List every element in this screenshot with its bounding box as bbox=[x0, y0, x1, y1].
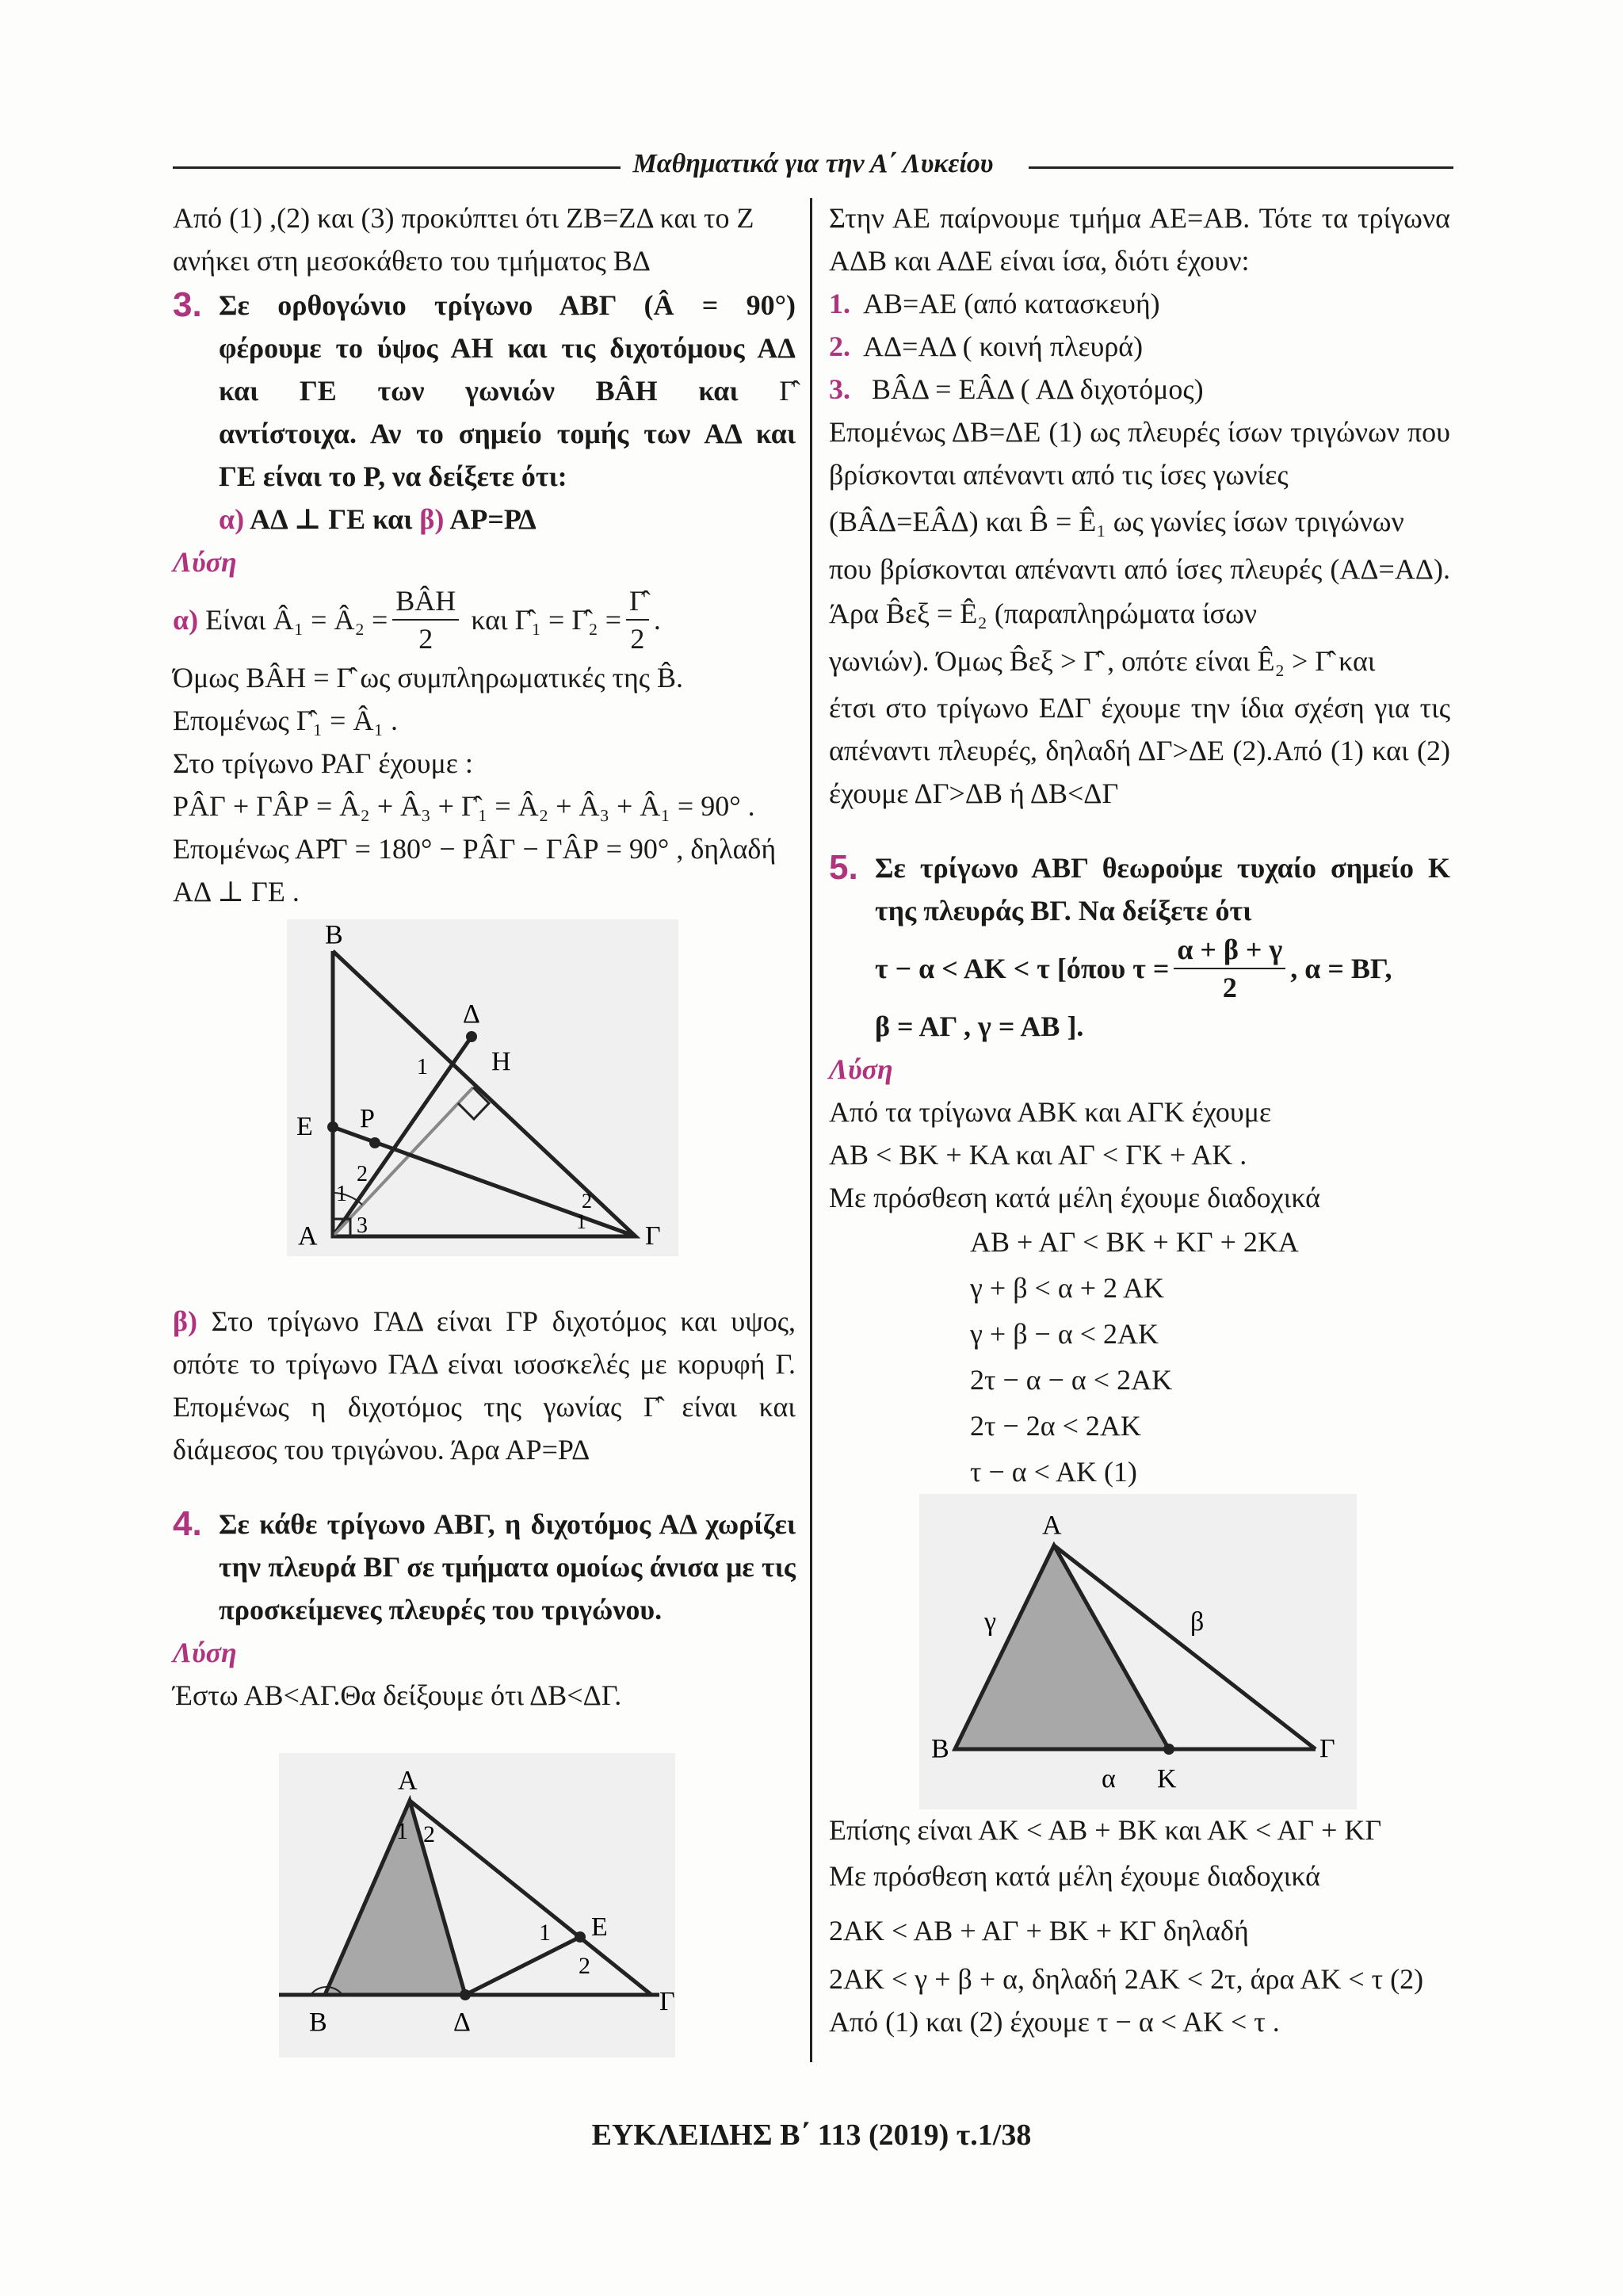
sol5-line-t4: 2ΑΚ < γ + β + α, δηλαδή 2ΑΚ < 2τ, άρα ΑΚ < τ (2) bbox=[829, 1963, 1424, 1995]
line-equation: ΡÂΓ + ΓÂΡ = Â₂ + Â₃ + Γ̂₁ = Â₂ + Â₃ + Â₁ = 90° . bbox=[173, 790, 755, 822]
header-rule-right bbox=[1029, 166, 1453, 169]
list-item-3-number: 3. bbox=[829, 373, 850, 405]
solution-heading-4: Λύση bbox=[173, 1637, 237, 1668]
tau-fraction bbox=[1174, 931, 1285, 1006]
fig1-delta-1: 1 bbox=[417, 1055, 428, 1079]
problem-3 bbox=[173, 284, 796, 541]
fig3-label-k: Κ bbox=[1157, 1764, 1177, 1794]
sol5-line-t3: 2ΑΚ < ΑΒ + ΑΓ + ΒΚ + ΚΓ δηλαδή bbox=[829, 1915, 1249, 1946]
problem-4-text: Σε κάθε τρίγωνο ΑΒΓ, η διχοτόμος ΑΔ χωρίζει την πλευρά ΒΓ σε τμήματα ομοίως άνισα με τις προσκείμενες πλευρές του τριγώνου. bbox=[219, 1508, 796, 1626]
fig3-label-a: Α bbox=[1042, 1511, 1062, 1540]
fig1-label-p: Ρ bbox=[360, 1104, 375, 1133]
fraction-bah bbox=[392, 583, 459, 657]
sol5-steps bbox=[829, 1219, 1450, 1495]
list-item-1-number: 1. bbox=[829, 288, 850, 319]
problem-3-line-3: και ΓΕ των γωνιών ΒÂΗ και bbox=[219, 375, 739, 407]
right-column bbox=[829, 197, 1450, 1495]
problem-5-formula bbox=[829, 932, 1450, 1005]
figure-point-k-triangle-svg bbox=[919, 1494, 1357, 1809]
part-b-sol-text: Στο τρίγωνο ΓΑΔ είναι ΓΡ διχοτόμος και υψος, οπότε το τρίγωνο ΓΑΔ είναι ισοσκελές με κορυφή Γ. Επομένως η διχοτόμος της γωνίας Γ̂ είναι και διάμεσος του τριγώνου. Άρα ΑΡ=ΡΔ bbox=[173, 1305, 796, 1465]
problem-3-line-5: ΓΕ είναι το Ρ, να δείξετε ότι: bbox=[219, 460, 567, 492]
fraction-gamma bbox=[626, 583, 649, 657]
line-perpendicular: ΑΔ ⊥ ΓΕ . bbox=[173, 876, 300, 907]
problem-4-number: 4. bbox=[173, 1504, 202, 1543]
right-paragraph-4: που βρίσκονται απέναντι από ίσες πλευρές (ΑΔ=ΑΔ). Άρα B̂εξ = Ê₂ (παραπληρώματα ίσων bbox=[829, 553, 1450, 629]
right-column-lower bbox=[829, 1807, 1450, 2042]
fraction-gamma-den: 2 bbox=[630, 623, 645, 655]
part-b-sol-label: β) bbox=[173, 1305, 197, 1337]
fig2-label-b: Β bbox=[309, 2008, 327, 2037]
sol5-line-1: Από τα τρίγωνα ΑΒΚ και ΑΓΚ έχουμε bbox=[829, 1096, 1272, 1128]
page-footer: ΕΥΚΛΕΙΔΗΣ Β΄ 113 (2019) τ.1/38 bbox=[591, 2118, 1032, 2152]
problem-5-line-2b: , α = ΒΓ, bbox=[1290, 953, 1392, 984]
right-paragraph-2: Επομένως ΔΒ=ΔΕ (1) ως πλευρές ίσων τριγώνων που βρίσκονται απέναντι από τις ίσες γωνίες bbox=[829, 416, 1450, 491]
fig3-side-gamma: γ bbox=[984, 1607, 997, 1637]
sol5-line-t2: Με πρόσθεση κατά μέλη έχουμε διαδοχικά bbox=[829, 1860, 1321, 1892]
list-item-2-text: ΑΔ=ΑΔ ( κοινή πλευρά) bbox=[863, 330, 1144, 362]
fraction-bah-num: ΒÂΗ bbox=[392, 583, 459, 621]
fig1-label-a: Α bbox=[298, 1221, 318, 1251]
fig1-angle-1: 1 bbox=[336, 1182, 347, 1206]
sol5-step-2: γ + β < α + 2 ΑΚ bbox=[970, 1272, 1165, 1304]
problem-3-line-2: φέρουμε το ύψος ΑΗ και τις διχοτόμους ΑΔ bbox=[219, 332, 796, 364]
fig2-label-e: Ε bbox=[591, 1912, 608, 1942]
problem-5 bbox=[829, 846, 1450, 932]
part-b-label: β) bbox=[419, 503, 445, 535]
fig2-label-gamma: Γ bbox=[659, 1987, 675, 2016]
line-triangle: Στο τρίγωνο ΡΑΓ έχουμε : bbox=[173, 747, 473, 779]
tau-fraction-den: 2 bbox=[1222, 972, 1237, 1003]
sol5-step-1: ΑΒ + ΑΓ < ΒΚ + ΚΓ + 2ΚΑ bbox=[970, 1226, 1299, 1258]
sol-a-mid: και Γ̂₁ = Γ̂₂ = bbox=[471, 604, 622, 636]
fig3-label-gamma: Γ bbox=[1319, 1734, 1335, 1763]
list-item-3 bbox=[829, 368, 1450, 411]
intro-paragraph: Από (1) ,(2) και (3) προκύπτει ότι ΖΒ=ΖΔ και το Ζ ανήκει στη μεσοκάθετο του τμήματος ΒΔ bbox=[173, 202, 754, 277]
problem-3-line-1: Σε ορθογώνιο τρίγωνο ΑΒΓ bbox=[219, 289, 617, 321]
figure-right-triangle-svg bbox=[287, 919, 678, 1256]
right-paragraph-6: έτσι στο τρίγωνο ΕΔΓ έχουμε την ίδια σχέση για τις απέναντι πλευρές, δηλαδή ΔΓ>ΔΕ (2).Από (1) και (2) έχουμε ΔΓ>ΔΒ ή ΔΒ<ΔΓ bbox=[829, 692, 1450, 809]
fig3-side-alpha: α bbox=[1102, 1764, 1116, 1794]
line-epomenos-2: Επομένως ΑΡ̂Γ = 180° − ΡÂΓ − ΓÂΡ = 90° , δηλαδή bbox=[173, 833, 777, 865]
line-epomenos: Επομένως Γ̂₁ = Â₁ . bbox=[173, 705, 399, 736]
fig2-label-a: Α bbox=[398, 1766, 418, 1795]
fig2-angle-1: 1 bbox=[396, 1818, 408, 1844]
fig1-label-b: Β bbox=[325, 920, 343, 949]
equation-a bbox=[173, 583, 796, 656]
fig2-e-1: 1 bbox=[539, 1920, 551, 1946]
fig1-angle-2: 2 bbox=[357, 1162, 368, 1186]
fig1-gamma-1: 1 bbox=[576, 1210, 586, 1233]
fig1-angle-3: 3 bbox=[357, 1213, 368, 1238]
problem-5-line-2a: τ − α < ΑΚ < τ [όπου τ = bbox=[875, 953, 1170, 984]
fig1-gamma-2: 2 bbox=[582, 1190, 592, 1213]
running-header bbox=[173, 147, 1453, 187]
problem-3-number: 3. bbox=[173, 285, 202, 324]
fraction-bah-den: 2 bbox=[418, 623, 433, 655]
figure-right-triangle bbox=[287, 919, 678, 1256]
sol5-line-t5: Από (1) και (2) έχουμε τ − α < ΑΚ < τ . bbox=[829, 2006, 1280, 2038]
problem-3-angle: (Â = 90°) bbox=[643, 289, 796, 321]
column-divider bbox=[810, 198, 812, 2062]
list-item-3-text: ΒÂΔ = ΕÂΔ ( ΑΔ διχοτόμος) bbox=[872, 373, 1204, 405]
sol5-step-4: 2τ − α − α < 2ΑΚ bbox=[970, 1364, 1173, 1396]
part-b-paragraph bbox=[173, 1300, 796, 1471]
left-column bbox=[173, 197, 796, 913]
fig2-e-2: 2 bbox=[579, 1953, 590, 1979]
fig2-angle-2: 2 bbox=[423, 1821, 435, 1847]
fig1-label-gamma: Γ bbox=[645, 1221, 661, 1251]
figure-bisector-triangle-svg bbox=[279, 1753, 675, 2057]
header-title: Μαθηματικά για την Α΄ Λυκείου bbox=[632, 149, 994, 178]
problem-4-solution: Έστω ΑΒ<ΑΓ.Θα δείξουμε ότι ΔΒ<ΔΓ. bbox=[173, 1679, 622, 1711]
tau-fraction-num: α + β + γ bbox=[1174, 931, 1285, 969]
problem-5-number: 5. bbox=[829, 848, 858, 887]
list-item-2-number: 2. bbox=[829, 330, 850, 362]
problem-4 bbox=[173, 1503, 796, 1631]
sol5-line-2: ΑΒ < ΒΚ + ΚΑ και ΑΓ < ΓΚ + ΑΚ . bbox=[829, 1139, 1247, 1171]
problem-5-line-1: Σε τρίγωνο ΑΒΓ θεωρούμε τυχαίο σημείο Κ της πλευράς ΒΓ. Να δείξετε ότι bbox=[875, 852, 1450, 926]
fig2-label-delta: Δ bbox=[453, 2008, 471, 2037]
fig3-label-b: Β bbox=[931, 1734, 949, 1763]
list-item-1 bbox=[829, 282, 1450, 325]
figure-point-k-triangle bbox=[919, 1494, 1357, 1809]
problem-5-line-3: β = ΑΓ , γ = ΑΒ ]. bbox=[875, 1010, 1084, 1042]
sol5-line-3: Με πρόσθεση κατά μέλη έχουμε διαδοχικά bbox=[829, 1182, 1321, 1213]
part-a-text: ΑΔ ⊥ ΓΕ και bbox=[250, 503, 413, 535]
sol-a-label: α) bbox=[173, 604, 199, 636]
list-item-1-text: ΑΒ=ΑΕ (από κατασκευή) bbox=[863, 288, 1160, 319]
sol5-step-6: τ − α < ΑΚ (1) bbox=[970, 1456, 1137, 1488]
right-line-3: (ΒÂΔ=ΕÂΔ) και B̂ = Ê₁ ως γωνίες ίσων τριγώνων bbox=[829, 506, 1404, 537]
solution-heading-5: Λύση bbox=[829, 1053, 893, 1085]
sol-a-dot: . bbox=[653, 604, 661, 636]
right-line-5: γωνιών). Όμως B̂εξ > Γ̂ , οπότε είναι Ê₂ > Γ̂ και bbox=[829, 645, 1376, 677]
sol5-line-t1: Επίσης είναι ΑΚ < ΑΒ + ΒΚ και ΑΚ < ΑΓ + ΚΓ bbox=[829, 1814, 1382, 1846]
part-a-label: α) bbox=[219, 503, 245, 535]
list-item-2 bbox=[829, 325, 1450, 368]
fraction-gamma-num: Γ̂ bbox=[626, 583, 649, 621]
fig3-side-beta: β bbox=[1190, 1607, 1205, 1637]
line-omos: Όμως ΒÂΗ = Γ̂ ως συμπληρωματικές της B̂. bbox=[173, 662, 684, 693]
problem-3-gamma: Γ̂ bbox=[779, 375, 796, 407]
sol-a-text: Είναι Â₁ = Â₂ = bbox=[205, 604, 388, 636]
right-paragraph-1: Στην ΑΕ παίρνουμε τμήμα ΑΕ=ΑΒ. Τότε τα τρίγωνα ΑΔΒ και ΑΔΕ είναι ίσα, διότι έχουν: bbox=[829, 202, 1450, 277]
fig1-label-h: Η bbox=[491, 1047, 511, 1076]
sol5-step-5: 2τ − 2α < 2ΑΚ bbox=[970, 1410, 1141, 1442]
sol5-step-3: γ + β − α < 2ΑΚ bbox=[970, 1318, 1159, 1350]
problem-3-line-4: αντίστοιχα. Αν το σημείο τομής των ΑΔ και bbox=[219, 418, 796, 449]
left-column-lower bbox=[173, 1300, 796, 1717]
solution-heading: Λύση bbox=[173, 546, 237, 578]
fig1-label-e: Ε bbox=[296, 1112, 313, 1141]
figure-bisector-triangle bbox=[279, 1753, 675, 2057]
fig1-label-delta: Δ bbox=[463, 999, 480, 1029]
part-b-text: ΑΡ=ΡΔ bbox=[449, 503, 537, 535]
